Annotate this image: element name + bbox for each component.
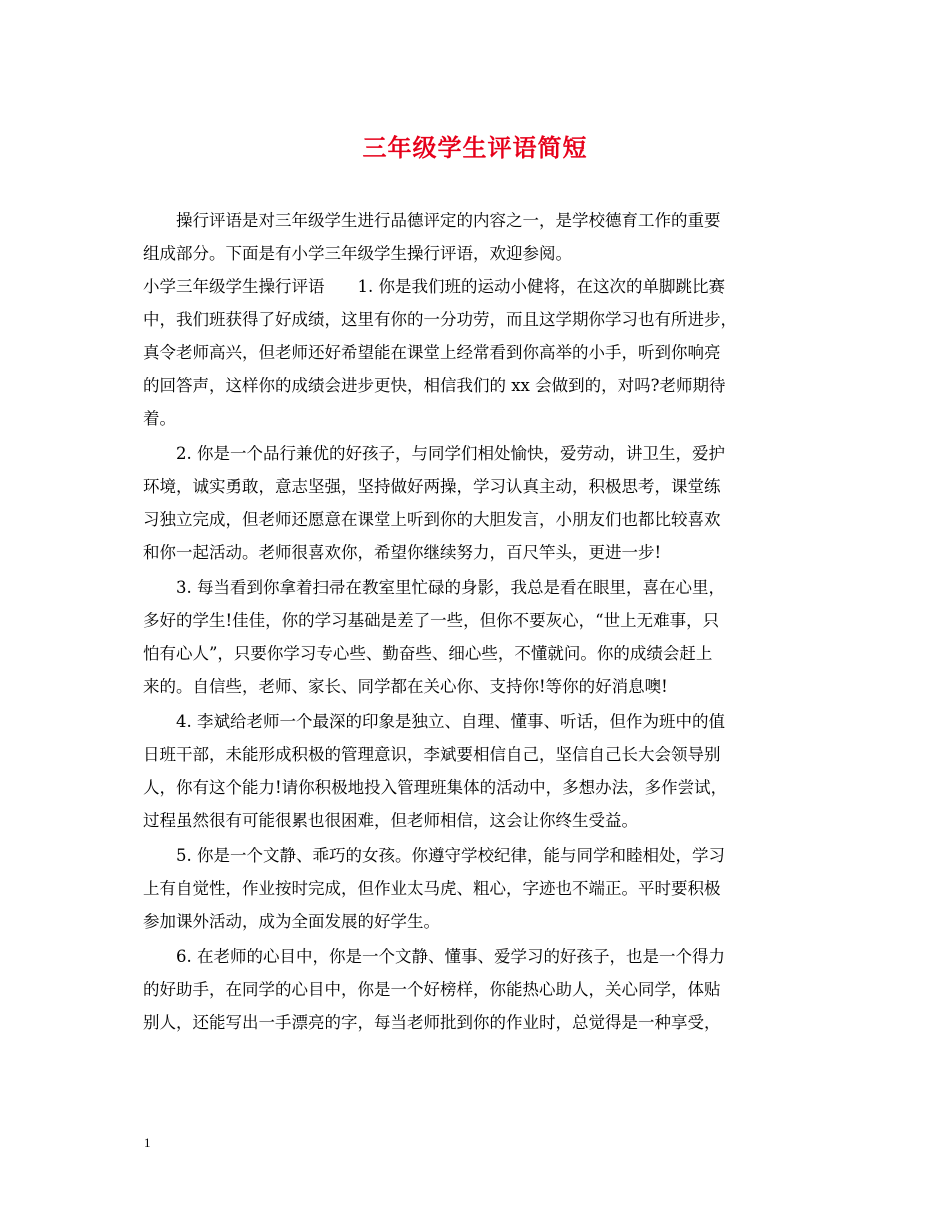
- document-body: [143, 204, 811, 1039]
- text-line: 小学三年级学生操行评语 1. 你是我们班的运动小健将，在这次的单脚跳比赛: [143, 277, 725, 296]
- text-line: 4. 李斌给老师一个最深的印象是独立、自理、懂事、听话，但作为班中的值: [143, 712, 725, 731]
- text-line: 怕有心人”，只要你学习专心些、勤奋些、细心些，不懂就问。你的成绩会赶上: [143, 644, 713, 663]
- text-line: 6. 在老师的心目中，你是一个文静、懂事、爱学习的好孩子，也是一个得力: [143, 947, 725, 966]
- page-number: 1: [144, 1135, 151, 1150]
- text-line: 习独立完成，但老师还愿意在课堂上听到你的大胆发言，小朋友们也都比较喜欢: [143, 510, 721, 529]
- text-line: 组成部分。下面是有小学三年级学生操行评语，欢迎参阅。: [143, 244, 572, 263]
- text-line: 过程虽然很有可能很累也很困难，但老师相信，这会让你终生受益。: [143, 811, 638, 830]
- text-line: 人，你有这个能力!请你积极地投入管理班集体的活动中，多想办法，多作尝试，: [143, 778, 728, 797]
- text-line: 环境，诚实勇敢，意志坚强，坚持做好两操，学习认真主动，积极思考，课堂练: [143, 477, 721, 496]
- text-line: 操行评语是对三年级学生进行品德评定的内容之一，是学校德育工作的重要: [143, 211, 721, 230]
- text-line: 中，我们班获得了好成绩，这里有你的一分功劳，而且这学期你学习也有所进步，: [143, 310, 737, 329]
- text-line: 别人，还能写出一手漂亮的字，每当老师批到你的作业时，总觉得是一种享受，: [143, 1013, 721, 1032]
- text-line: 5. 你是一个文静、乖巧的女孩。你遵守学校纪律，能与同学和睦相处，学习: [143, 846, 725, 865]
- text-line: 多好的学生!佳佳，你的学习基础是差了一些，但你不要灰心，“世上无难事，只: [143, 611, 720, 630]
- text-line: 日班干部，未能形成积极的管理意识，李斌要相信自己，坚信自己长大会领导别: [143, 745, 721, 764]
- text-line: 真令老师高兴，但老师还好希望能在课堂上经常看到你高举的小手，听到你响亮: [143, 343, 721, 362]
- text-line: 参加课外活动，成为全面发展的好学生。: [143, 912, 440, 931]
- text-line: 上有自觉性，作业按时完成，但作业太马虎、粗心，字迹也不端正。平时要积极: [143, 879, 721, 898]
- text-line: 和你一起活动。老师很喜欢你，希望你继续努力，百尺竿头，更进一步!: [143, 543, 662, 562]
- text-line: 的回答声，这样你的成绩会进步更快，相信我们的 xx 会做到的，对吗?老师期待: [143, 376, 726, 395]
- text-line: 着。: [143, 409, 176, 428]
- text-line: 来的。自信些，老师、家长、同学都在关心你、支持你!等你的好消息噢!: [143, 677, 668, 696]
- text-line: 3. 每当看到你拿着扫帚在教室里忙碌的身影，我总是看在眼里，喜在心里，: [143, 578, 725, 597]
- text-line: 的好助手，在同学的心目中，你是一个好榜样，你能热心助人，关心同学，体贴: [143, 980, 721, 999]
- page-title: 三年级学生评语简短: [362, 133, 588, 162]
- text-line: 2. 你是一个品行兼优的好孩子，与同学们相处愉快，爱劳动，讲卫生，爱护: [143, 444, 725, 463]
